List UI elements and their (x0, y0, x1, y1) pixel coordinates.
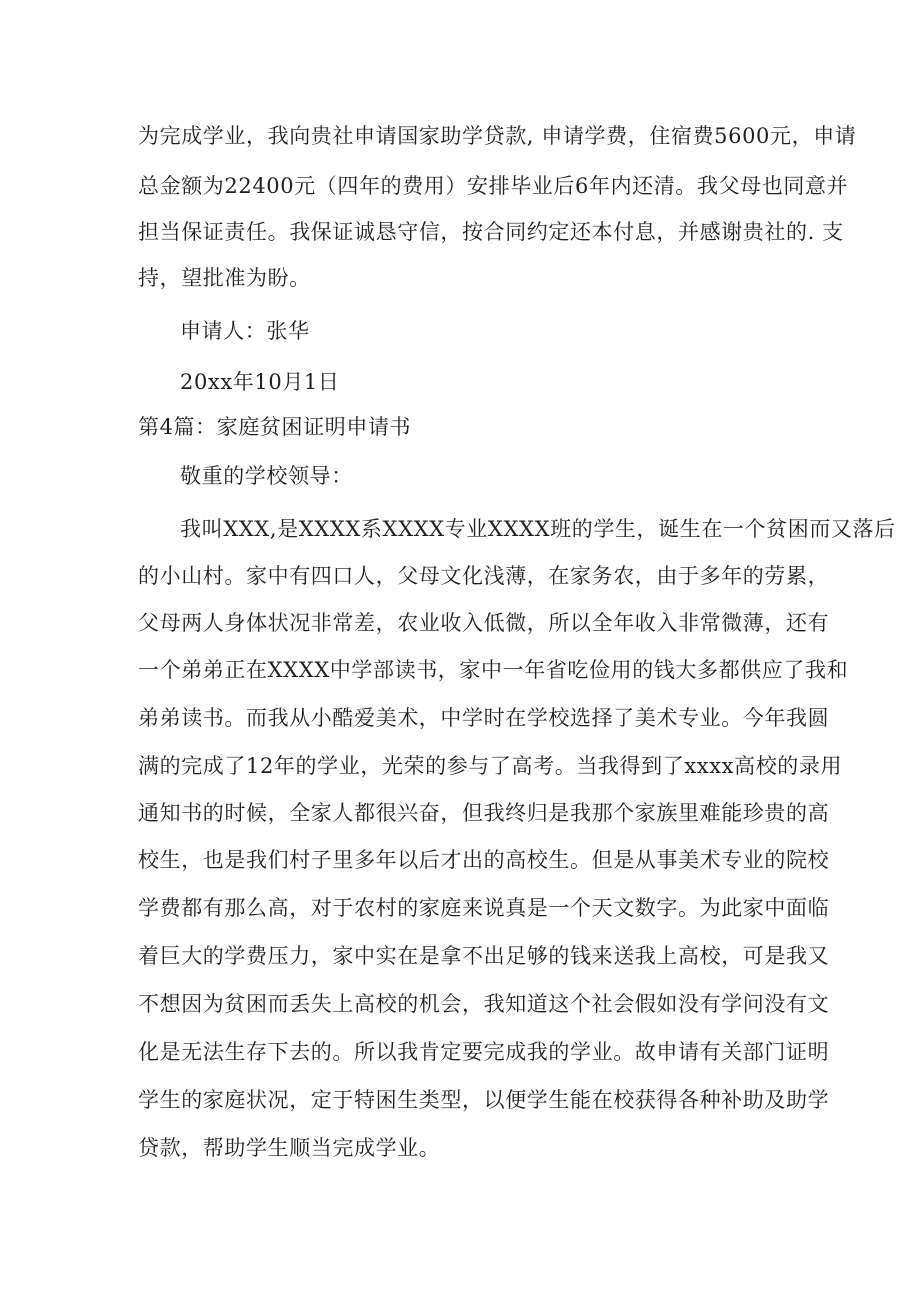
paragraph-2-line: 校生，也是我们村子里多年以后才出的高校生。但是从事美术专业的院校 (138, 848, 830, 872)
paragraph-1-line: 为完成学业，我向贵社申请国家助学贷款, 申请学费，住宿费5600元，申请 (138, 124, 857, 148)
paragraph-2-line: 不想因为贫困而丢失上高校的机会，我知道这个社会假如没有学问没有文 (138, 992, 830, 1016)
date-line: 20xx年10月1日 (180, 370, 340, 394)
paragraph-2-line: 一个弟弟正在XXXX中学部读书，家中一年省吃俭用的钱大多都供应了我和 (138, 658, 849, 682)
paragraph-2-line: 着巨大的学费压力，家中实在是拿不出足够的钱来送我上高校，可是我又 (138, 944, 830, 968)
paragraph-2-line: 弟弟读书。而我从小酷爱美术，中学时在学校选择了美术专业。今年我圆 (138, 706, 830, 730)
salutation: 敬重的学校领导： (180, 464, 353, 488)
paragraph-1-line: 担当保证责任。我保证诚恳守信，按合同约定还本付息，并感谢贵社的. 支 (138, 220, 844, 244)
paragraph-1-line: 总金额为22400元（四年的费用）安排毕业后6年内还清。我父母也同意并 (138, 174, 849, 198)
paragraph-1-line: 持，望批准为盼。 (138, 266, 311, 290)
paragraph-2-line: 满的完成了12年的学业，光荣的参与了高考。当我得到了xxxx高校的录用 (138, 754, 843, 778)
section-title: 第4篇：家庭贫困证明申请书 (138, 415, 412, 439)
paragraph-2-line: 父母两人身体状况非常差，农业收入低微，所以全年收入非常微薄，还有 (138, 611, 830, 635)
paragraph-2-line: 贷款，帮助学生顺当完成学业。 (138, 1136, 441, 1160)
paragraph-2-line: 我叫XXX,是XXXX系XXXX专业XXXX班的学生，诞生在一个贫困而又落后 (180, 517, 896, 541)
paragraph-2-line: 学生的家庭状况，定于特困生类型，以便学生能在校获得各种补助及助学 (138, 1088, 830, 1112)
paragraph-2-line: 的小山村。家中有四口人，父母文化浅薄，在家务农，由于多年的劳累， (138, 564, 830, 588)
paragraph-2-line: 学费都有那么高，对于农村的家庭来说真是一个天文数字。为此家中面临 (138, 896, 830, 920)
paragraph-2-line: 化是无法生存下去的。所以我肯定要完成我的学业。故申请有关部门证明 (138, 1040, 830, 1064)
paragraph-2-line: 通知书的时候，全家人都很兴奋，但我终归是我那个家族里难能珍贵的高 (138, 801, 830, 825)
signature-line: 申请人：张华 (180, 319, 310, 343)
